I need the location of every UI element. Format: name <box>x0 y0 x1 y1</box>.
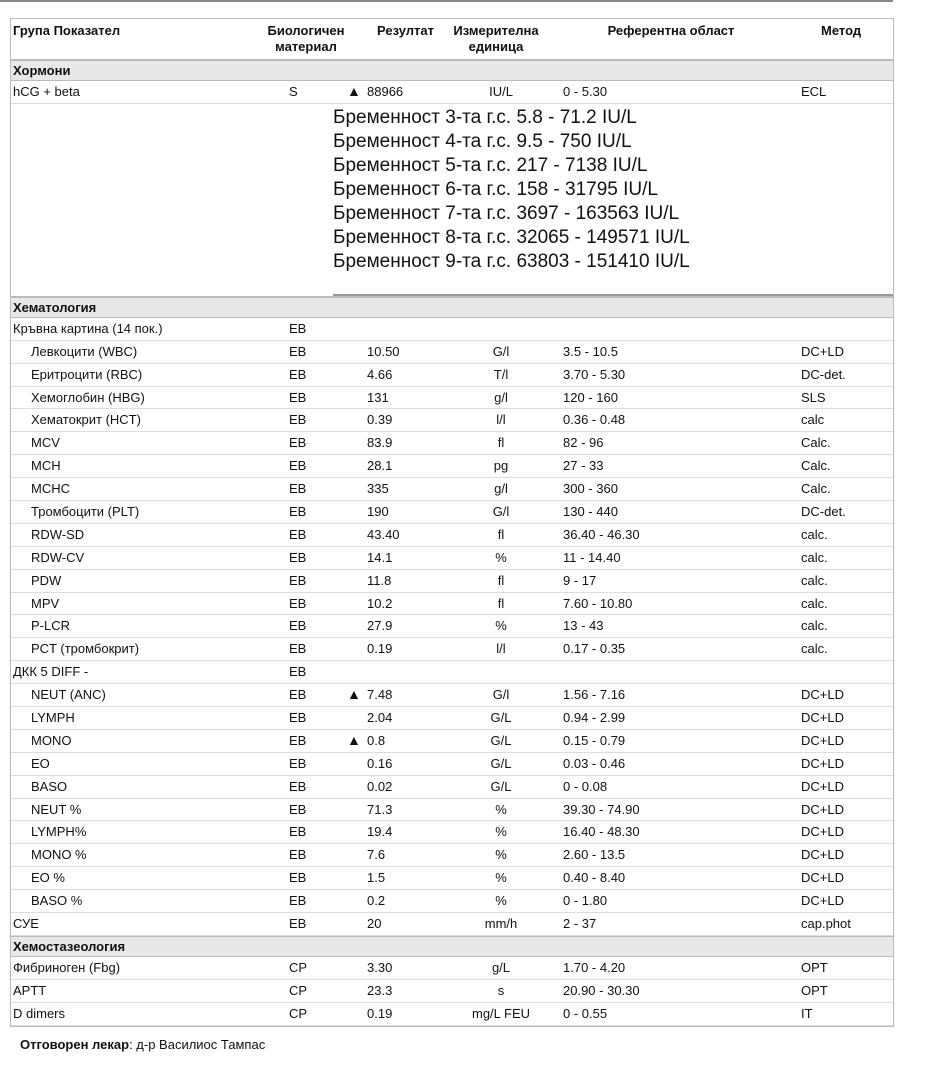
unit: fl <box>497 435 505 451</box>
unit: g/l <box>494 481 508 497</box>
unit: mm/h <box>484 916 518 932</box>
divider <box>333 294 893 296</box>
unit: % <box>495 618 507 634</box>
table-row <box>11 570 893 593</box>
material: EB <box>289 595 307 611</box>
high-arrow-icon: ▲ <box>347 83 361 99</box>
result: 88966 <box>367 84 404 99</box>
test-name: Левкоцити (WBC) <box>31 343 138 359</box>
test-name: MPV <box>31 595 60 611</box>
result: 23.3 <box>367 982 393 998</box>
result: 83.9 <box>367 435 393 451</box>
result: 20 <box>367 916 382 932</box>
hcg-reference-notes <box>11 104 893 297</box>
reference: 3.70 - 5.30 <box>563 366 626 382</box>
reference: 3.5 - 10.5 <box>563 343 618 359</box>
material: EB <box>289 366 307 382</box>
unit: mg/L FEU <box>471 1005 531 1021</box>
material: EB <box>289 824 307 840</box>
table-row <box>11 867 893 890</box>
result: 190 <box>367 504 389 520</box>
result: 19.4 <box>367 824 393 840</box>
test-name: EO % <box>31 870 65 886</box>
note-line: Бременност 8-та г.с. 32065 - 149571 IU/L <box>333 226 690 248</box>
test-name: PDW <box>31 572 62 588</box>
method: calc. <box>801 641 828 657</box>
responsible-doctor <box>20 1037 265 1052</box>
material: CP <box>289 982 308 998</box>
result: 2.04 <box>367 710 393 726</box>
test-name: Кръвна картина (14 пок.) <box>13 320 163 336</box>
note-line: Бременност 3-та г.с. 5.8 - 71.2 IU/L <box>333 106 637 128</box>
material: EB <box>289 549 307 565</box>
reference: 1.70 - 4.20 <box>563 959 626 975</box>
table-row <box>11 615 893 638</box>
note-line: Бременност 9-та г.с. 63803 - 151410 IU/L <box>333 250 690 272</box>
table-row <box>11 707 893 730</box>
result: 10.2 <box>367 595 393 611</box>
method: DC+LD <box>801 755 844 771</box>
table-row <box>11 730 893 753</box>
material: EB <box>289 526 307 542</box>
doctor-name: : д-р Василиос Тампас <box>129 1037 266 1052</box>
result: 0.19 <box>367 1005 393 1021</box>
table-row <box>11 957 893 980</box>
method: calc <box>801 412 825 428</box>
table-row <box>11 638 893 661</box>
method: ECL <box>801 84 827 99</box>
material: EB <box>289 618 307 634</box>
test-name: P-LCR <box>31 618 71 634</box>
material: CP <box>289 1005 308 1021</box>
material: EB <box>289 916 307 932</box>
test-name: BASO % <box>31 893 83 909</box>
result: 3.30 <box>367 959 393 975</box>
result: 11.8 <box>367 572 392 588</box>
table-row <box>11 1003 893 1026</box>
material: EB <box>289 847 307 863</box>
result: 43.40 <box>367 526 400 542</box>
method: DC+LD <box>801 343 844 359</box>
test-name: Еритроцити (RBC) <box>31 366 143 382</box>
result: 7.48 <box>367 687 393 703</box>
method: OPT <box>801 959 828 975</box>
material: EB <box>289 458 307 474</box>
material: EB <box>289 732 307 748</box>
test-name: ДКК 5 DIFF - <box>13 664 89 680</box>
unit: % <box>495 893 507 909</box>
reference: 82 - 96 <box>563 435 604 451</box>
test-name: MCHC <box>31 481 70 497</box>
unit: T/l <box>493 366 509 382</box>
method: DC-det. <box>801 366 846 382</box>
reference: 0.17 - 0.35 <box>563 641 626 657</box>
table-row <box>11 387 893 410</box>
col-reference: Референтна област <box>607 23 735 38</box>
result: 0.16 <box>367 755 393 771</box>
reference: 1.56 - 7.16 <box>563 687 626 703</box>
table-row <box>11 684 893 707</box>
material: EB <box>289 870 307 886</box>
method: calc. <box>801 572 828 588</box>
test-name: LYMPH <box>31 710 75 726</box>
unit: IU/L <box>489 84 513 99</box>
reference: 16.40 - 48.30 <box>563 824 640 840</box>
test-name: hCG + beta <box>13 84 80 99</box>
material: EB <box>289 664 307 680</box>
result: 10.50 <box>367 343 400 359</box>
reference: 0.03 - 0.46 <box>563 755 626 771</box>
table-row <box>11 501 893 524</box>
method: calc. <box>801 526 828 542</box>
test-name: MCV <box>31 435 60 451</box>
material: EB <box>289 778 307 794</box>
unit: G/L <box>490 732 512 748</box>
test-name: NEUT (ANC) <box>31 687 106 703</box>
test-name: СУЕ <box>13 916 39 932</box>
material: S <box>289 84 298 99</box>
test-name: D dimers <box>13 1005 66 1021</box>
material: CP <box>289 959 308 975</box>
result: 0.19 <box>367 641 393 657</box>
table-row <box>11 524 893 547</box>
table-row <box>11 980 893 1003</box>
test-name: MONO % <box>31 847 87 863</box>
reference: 39.30 - 74.90 <box>563 801 640 817</box>
reference: 0 - 0.08 <box>563 778 608 794</box>
material: EB <box>289 504 307 520</box>
method: cap.phot <box>801 916 851 932</box>
table-row <box>11 341 893 364</box>
unit: % <box>495 549 507 565</box>
table-row <box>11 409 893 432</box>
table-row <box>11 890 893 913</box>
reference: 0.94 - 2.99 <box>563 710 626 726</box>
test-name: NEUT % <box>31 801 82 817</box>
result: 0.39 <box>367 412 393 428</box>
test-name: APTT <box>13 982 47 998</box>
unit: fl <box>497 572 505 588</box>
table-row <box>11 478 893 501</box>
method: DC+LD <box>801 710 844 726</box>
method: DC+LD <box>801 801 844 817</box>
method: SLS <box>801 389 826 405</box>
method: Calc. <box>801 458 831 474</box>
material: EB <box>289 481 307 497</box>
method: DC+LD <box>801 870 844 886</box>
reference: 2.60 - 13.5 <box>563 847 626 863</box>
result: 27.9 <box>367 618 393 634</box>
unit: l/l <box>496 412 506 428</box>
test-name: MONO <box>31 732 72 748</box>
unit: fl <box>497 595 505 611</box>
test-name: Тромбоцити (PLT) <box>31 504 140 520</box>
reference: 0 - 5.30 <box>563 84 608 99</box>
table-row <box>11 318 893 341</box>
unit: G/l <box>492 343 510 359</box>
col-method: Метод <box>821 23 862 38</box>
doctor-label: Отговорен лекар <box>20 1037 130 1052</box>
result: 0.2 <box>367 893 386 909</box>
reference: 11 - 14.40 <box>563 549 621 565</box>
reference: 130 - 440 <box>563 504 618 520</box>
result: 71.3 <box>367 801 393 817</box>
test-name: RDW-SD <box>31 526 85 542</box>
unit: fl <box>497 526 505 542</box>
unit: G/l <box>492 687 510 703</box>
section-hemostasis: Хемостазеология <box>11 936 893 957</box>
col-material: Биологичен материал <box>267 23 345 54</box>
unit: G/L <box>490 778 512 794</box>
high-arrow-icon: ▲ <box>347 731 361 748</box>
reference: 27 - 33 <box>563 458 604 474</box>
table-row <box>11 432 893 455</box>
unit: g/l <box>494 389 508 405</box>
reference: 20.90 - 30.30 <box>563 982 640 998</box>
result: 131 <box>367 389 389 405</box>
method: DC+LD <box>801 847 844 863</box>
reference: 2 - 37 <box>563 916 597 932</box>
material: EB <box>289 801 307 817</box>
table-row <box>11 776 893 799</box>
method: calc. <box>801 595 828 611</box>
col-unit: Измерителна единица <box>453 23 539 54</box>
section-hormones: Хормони <box>11 60 893 81</box>
reference: 300 - 360 <box>563 481 618 497</box>
reference: 120 - 160 <box>563 389 618 405</box>
unit: G/l <box>492 504 510 520</box>
method: DC+LD <box>801 893 844 909</box>
method: calc. <box>801 618 828 634</box>
unit: G/L <box>490 710 512 726</box>
high-arrow-icon: ▲ <box>347 686 361 703</box>
table-row <box>11 799 893 822</box>
method: DC+LD <box>801 687 844 703</box>
material: EB <box>289 389 307 405</box>
unit: s <box>497 982 505 998</box>
material: EB <box>289 320 307 336</box>
method: OPT <box>801 982 828 998</box>
result: 7.6 <box>367 847 386 863</box>
unit: pg <box>493 458 509 474</box>
table-row <box>11 81 893 104</box>
reference: 0.40 - 8.40 <box>563 870 626 886</box>
results-table <box>10 18 894 1027</box>
table-row <box>11 547 893 570</box>
result: 0.8 <box>367 732 386 748</box>
col-group: Група Показател <box>13 23 121 38</box>
unit: g/L <box>491 959 511 975</box>
result: 1.5 <box>367 870 386 886</box>
table-row <box>11 455 893 478</box>
reference: 0 - 1.80 <box>563 893 608 909</box>
material: EB <box>289 893 307 909</box>
unit: G/L <box>490 755 512 771</box>
table-row <box>11 753 893 776</box>
test-name: Хематокрит (HCT) <box>31 412 141 428</box>
unit: % <box>495 801 507 817</box>
method: DC+LD <box>801 778 844 794</box>
test-name: PCT (тромбокрит) <box>31 641 140 657</box>
material: EB <box>289 687 307 703</box>
reference: 13 - 43 <box>563 618 604 634</box>
test-name: MCH <box>31 458 61 474</box>
material: EB <box>289 412 307 428</box>
table-header <box>11 19 893 60</box>
note-line: Бременност 6-та г.с. 158 - 31795 IU/L <box>333 178 658 200</box>
section-hematology: Хематология <box>11 297 893 318</box>
test-name: Хемоглобин (HBG) <box>31 389 145 405</box>
table-row <box>11 844 893 867</box>
table-row <box>11 913 893 936</box>
test-name: Фибриноген (Fbg) <box>13 959 121 975</box>
material: EB <box>289 435 307 451</box>
unit: % <box>495 847 507 863</box>
test-name: EO <box>31 755 50 771</box>
table-row <box>11 364 893 387</box>
reference: 9 - 17 <box>563 572 597 588</box>
unit: % <box>495 824 507 840</box>
note-line: Бременност 4-та г.с. 9.5 - 750 IU/L <box>333 130 632 152</box>
reference: 0.15 - 0.79 <box>563 732 626 748</box>
result: 335 <box>367 481 389 497</box>
unit: % <box>495 870 507 886</box>
result: 28.1 <box>367 458 393 474</box>
note-line: Бременност 5-та г.с. 217 - 7138 IU/L <box>333 154 648 176</box>
table-row <box>11 821 893 844</box>
table-row <box>11 593 893 616</box>
result: 0.02 <box>367 778 393 794</box>
reference: 0.36 - 0.48 <box>563 412 626 428</box>
reference: 0 - 0.55 <box>563 1005 608 1021</box>
method: Calc. <box>801 435 831 451</box>
result: 4.66 <box>367 366 393 382</box>
test-name: BASO <box>31 778 68 794</box>
material: EB <box>289 710 307 726</box>
material: EB <box>289 755 307 771</box>
method: calc. <box>801 549 828 565</box>
reference: 7.60 - 10.80 <box>563 595 633 611</box>
test-name: RDW-CV <box>31 549 85 565</box>
material: EB <box>289 343 307 359</box>
method: DC-det. <box>801 504 846 520</box>
test-name: LYMPH% <box>31 824 87 840</box>
material: EB <box>289 641 307 657</box>
note-line: Бременност 7-та г.с. 3697 - 163563 IU/L <box>333 202 680 224</box>
result: 14.1 <box>367 549 393 565</box>
unit: l/l <box>496 641 506 657</box>
method: IT <box>801 1005 813 1021</box>
material: EB <box>289 572 307 588</box>
method: DC+LD <box>801 824 844 840</box>
method: DC+LD <box>801 732 844 748</box>
top-rule <box>0 0 893 2</box>
col-result: Резултат <box>377 23 434 38</box>
table-row <box>11 661 893 684</box>
method: Calc. <box>801 481 831 497</box>
reference: 36.40 - 46.30 <box>563 526 640 542</box>
